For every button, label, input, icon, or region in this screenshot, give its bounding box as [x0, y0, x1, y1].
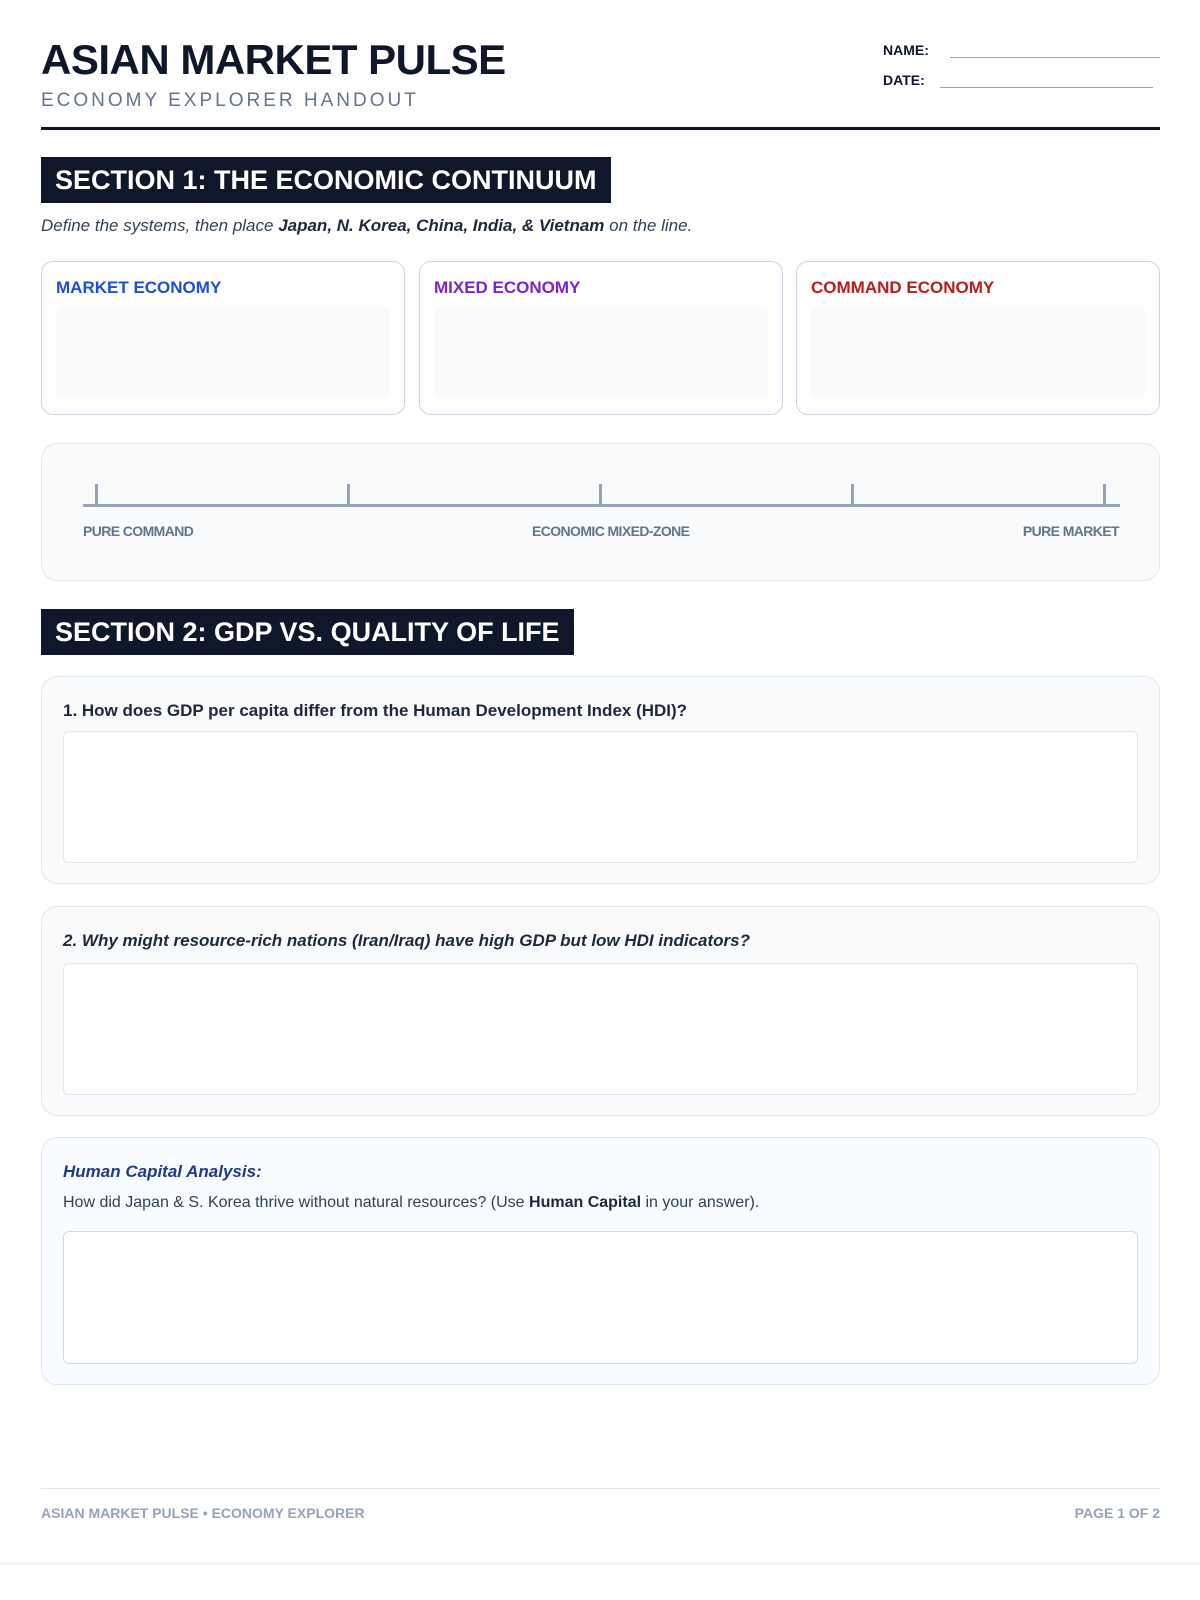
page-title: ASIAN MARKET PULSE — [41, 36, 506, 83]
continuum-tick — [95, 484, 98, 506]
question-1-text: 1. How does GDP per capita differ from the Human Development Index (HDI)? — [63, 701, 688, 720]
continuum-tick — [1103, 484, 1106, 506]
header — [41, 36, 1160, 130]
mixed-economy-label: MIXED ECONOMY — [434, 278, 581, 297]
name-label: NAME: — [883, 42, 929, 58]
human-capital-prompt — [63, 1194, 759, 1212]
market-economy-label: MARKET ECONOMY — [56, 278, 222, 297]
page-number: PAGE 1 OF 2 — [1074, 1505, 1160, 1521]
question-2-answer-box[interactable] — [63, 963, 1138, 1095]
section-1-heading: SECTION 1: THE ECONOMIC CONTINUUM — [41, 157, 611, 203]
date-line[interactable] — [940, 87, 1153, 88]
command-economy-answer-box[interactable] — [811, 307, 1145, 399]
question-2-panel — [41, 906, 1160, 1116]
name-line[interactable] — [950, 57, 1160, 58]
hc-prompt-bold: Human Capital — [529, 1194, 642, 1211]
question-1-panel — [41, 676, 1160, 884]
question-1-answer-box[interactable] — [63, 731, 1138, 863]
footer-divider — [41, 1488, 1160, 1489]
human-capital-title: Human Capital Analysis: — [63, 1162, 262, 1181]
mixed-economy-answer-box[interactable] — [434, 307, 768, 399]
section-2-heading: SECTION 2: GDP VS. QUALITY OF LIFE — [41, 609, 574, 655]
market-economy-answer-box[interactable] — [56, 307, 390, 399]
pure-market-label: PURE MARKET — [1022, 523, 1119, 539]
continuum-tick — [851, 484, 854, 506]
continuum-tick — [347, 484, 350, 506]
hc-prompt-prefix: How did Japan & S. Korea thrive without natural resources? (Use — [63, 1194, 530, 1211]
question-2-text: 2. Why might resource-rich nations (Iran/Iraq) have high GDP but low HDI indicators? — [63, 931, 751, 950]
instruction-prefix: Define the systems, then place — [41, 216, 279, 235]
section-1-instruction — [41, 216, 692, 236]
command-economy-card — [796, 261, 1160, 415]
human-capital-panel — [41, 1137, 1160, 1385]
human-capital-answer-box[interactable] — [63, 1231, 1138, 1364]
command-economy-label: COMMAND ECONOMY — [811, 278, 995, 297]
date-field[interactable] — [883, 68, 1160, 90]
page-bottom-edge — [0, 1562, 1200, 1565]
economic-continuum — [41, 443, 1160, 581]
hc-prompt-suffix: in your answer). — [641, 1194, 760, 1211]
mixed-economy-card — [419, 261, 783, 415]
footer-title: ASIAN MARKET PULSE • ECONOMY EXPLORER — [41, 1505, 365, 1521]
date-label: DATE: — [883, 72, 925, 88]
mixed-zone-label: ECONOMIC MIXED-ZONE — [532, 523, 690, 539]
instruction-suffix: on the line. — [604, 216, 693, 235]
pure-command-label: PURE COMMAND — [83, 523, 194, 539]
instruction-countries: Japan, N. Korea, China, India, & Vietnam — [278, 216, 605, 235]
continuum-tick — [599, 484, 602, 506]
market-economy-card — [41, 261, 405, 415]
name-field[interactable] — [883, 38, 1160, 60]
page-subtitle: ECONOMY EXPLORER HANDOUT — [41, 90, 419, 111]
